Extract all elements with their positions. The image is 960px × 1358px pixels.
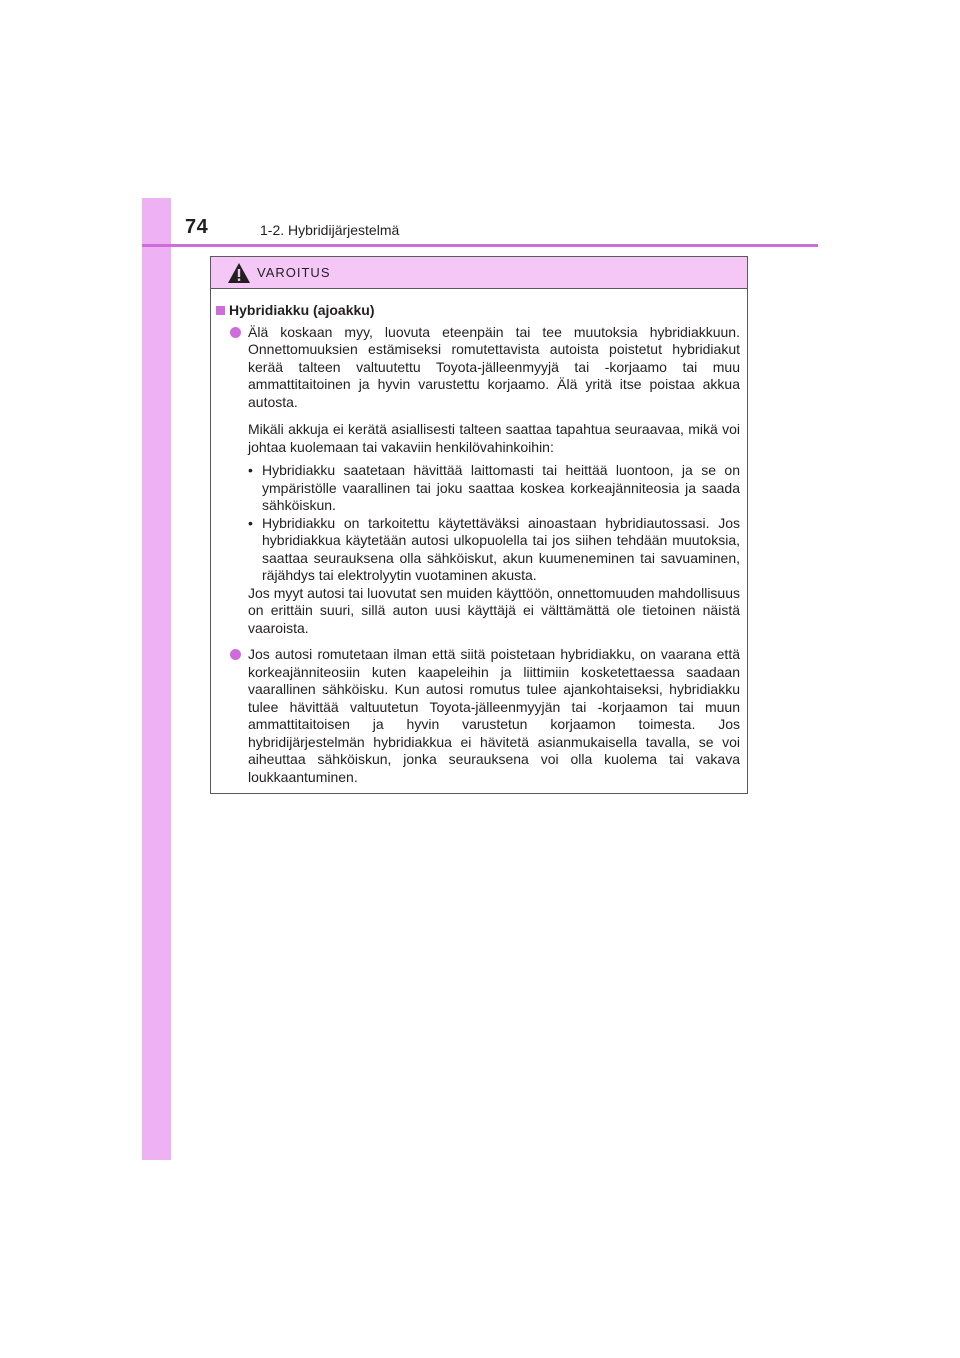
page-number: 74 [185, 216, 209, 238]
warning-header [211, 257, 747, 289]
warning-heading [214, 302, 740, 320]
section-title: 1-2. Hybridijärjestelmä [260, 222, 400, 238]
warning-triangle-icon [227, 262, 251, 284]
warning-title: VAROITUS [257, 265, 331, 280]
warning-body [211, 289, 747, 786]
bullet-text: Hybridiakku on tarkoitettu käytettäväksi ainoastaan hybridiautossasi. Jos hybridiakkua käytetään autosi ulkopuolella tai jos siihen tehdään muutoksia, saattaa seurauksena olla sähköiskut, akun kuumeneminen tai savuaminen, räjähdys tai elektrolyytin vuotaminen akusta. [262, 514, 740, 583]
warning-box [210, 256, 748, 794]
bullet-item [248, 462, 740, 515]
bullet-dot-icon: • [248, 514, 253, 531]
square-bullet-icon [216, 306, 225, 315]
header-rule [142, 244, 818, 247]
paragraph: Älä koskaan myy, luovuta eteenpäin tai tee muutoksia hybridiakkuun. Onnettomuuksien estämiseksi romutettavista autoista poistetut hybridiakut kerää talteen valtuutettu Toyota-jälleenmyyjä tai -korjaamo tai muu ammattitaitoinen ja hyvin varustettu korjaamo. Älä yritä itse poistaa akkua autosta. [248, 323, 740, 410]
paragraph: Jos myyt autosi tai luovutat sen muiden käyttöön, onnettomuuden mahdollisuus on erittäin suuri, sillä auton uusi käyttäjä ei välttämättä ole tietoinen näistä vaaroista. [248, 584, 740, 636]
circle-bullet-icon [230, 327, 241, 338]
list-item-content [248, 646, 740, 786]
paragraph: Mikäli akkuja ei kerätä asiallisesti talteen saattaa tapahtua seuraavaa, mikä voi johtaa kuolemaan tai vakaviin henkilövahinkoihin: [248, 421, 740, 455]
bullet-item [248, 515, 740, 585]
list-item [214, 646, 740, 786]
bullet-dot-icon: • [248, 462, 253, 478]
side-tab-strip [142, 198, 171, 1160]
warning-heading-text: Hybridiakku (ajoakku) [229, 302, 375, 318]
list-item-content [248, 324, 740, 638]
list-item [214, 324, 740, 638]
paragraph: Jos autosi romutetaan ilman että siitä poistetaan hybridiakku, on vaarana että korkeajänniteosiin kuten kaapeleihin ja liittimiin kosketettaessa saadaan vaarallinen sähköisku. Kun autosi romutus tulee ajankohtaiseksi, hybridiakku tulee hävittää valtuutetun Toyota-jälleenmyyjän tai -korjaamon tai muun ammattitaitoisen ja hyvin varustetun korjaamon toimesta. Jos hybridijärjestelmän hybridiakkua ei hävitetä asianmukaisella tavalla, se voi aiheuttaa sähköiskun, jonka seurauksena voi olla kuolema tai vakava loukkaantuminen. [248, 646, 740, 785]
circle-bullet-icon [230, 649, 241, 660]
bullet-list [248, 462, 740, 585]
bullet-text: Hybridiakku saatetaan hävittää laittomasti tai heittää luontoon, ja se on ympäristölle vaarallinen tai joku saattaa koskea korkeajänniteosia ja saada sähköiskun. [262, 462, 740, 513]
